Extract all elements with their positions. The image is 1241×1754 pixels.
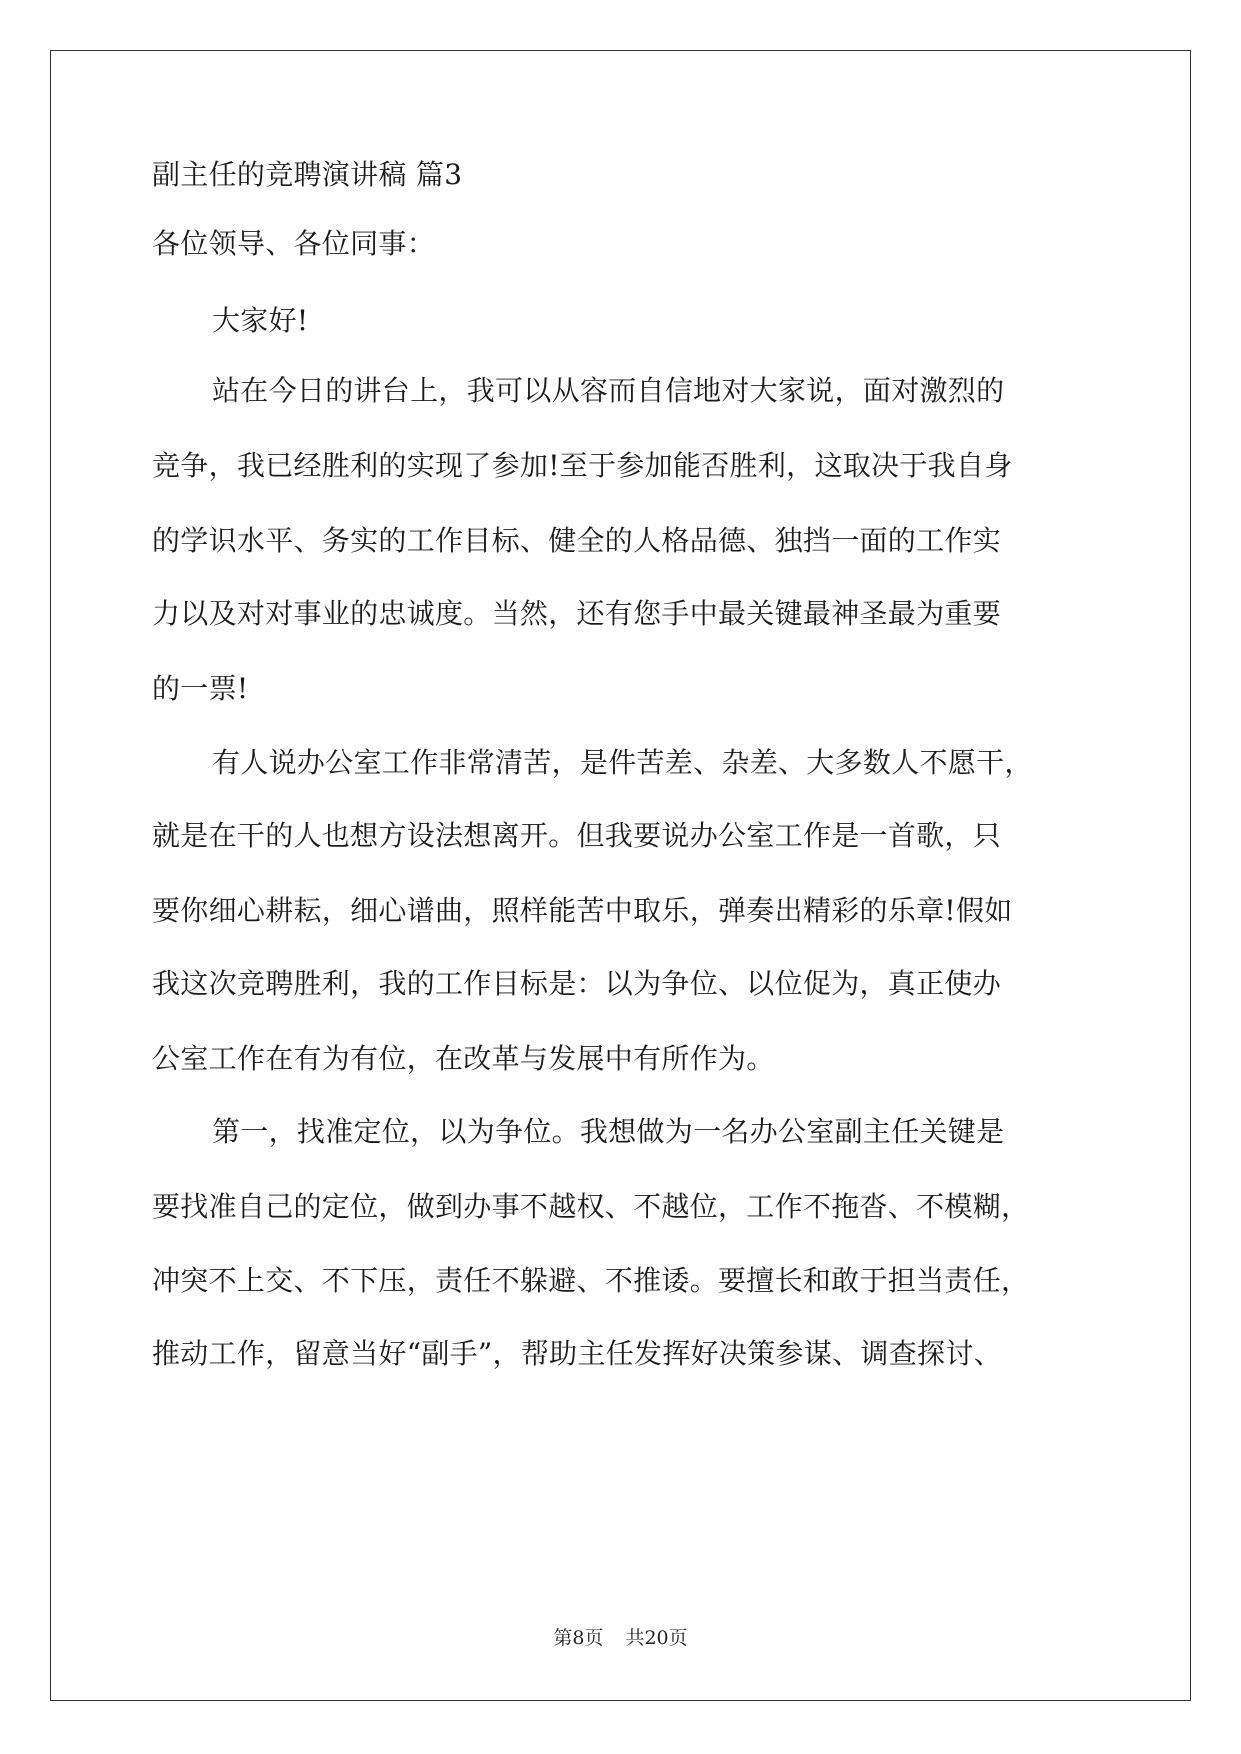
paragraph-line: 竞争，我已经胜利的实现了参加!至于参加能否胜利，这取决于我自身 xyxy=(152,449,1013,482)
paragraph-line: 公室工作在有为有位，在改革与发展中有所作为。 xyxy=(152,1042,775,1075)
paragraph-line: 第一，找准定位，以为争位。我想做为一名办公室副主任关键是 xyxy=(212,1115,1005,1148)
paragraph-line: 我这次竞聘胜利，我的工作目标是：以为争位、以位促为，真正使办 xyxy=(152,967,1002,1000)
paragraph-line: 力以及对对事业的忠诚度。当然，还有您手中最关键最神圣最为重要 xyxy=(152,597,1002,630)
paragraph-line: 站在今日的讲台上，我可以从容而自信地对大家说，面对激烈的 xyxy=(212,374,1005,407)
greeting: 大家好! xyxy=(212,304,309,337)
paragraph-line: 要你细心耕耘，细心谱曲，照样能苦中取乐，弹奏出精彩的乐章!假如 xyxy=(152,894,1013,927)
paragraph-line: 推动工作，留意当好“副手”，帮助主任发挥好决策参谋、调查探讨、 xyxy=(152,1337,1002,1370)
page-number: 第8页 xyxy=(553,1627,604,1649)
paragraph-line: 冲突不上交、不下压，责任不躲避、不推诿。要擅长和敢于担当责任， xyxy=(152,1264,1030,1297)
page-border xyxy=(50,50,1191,1701)
paragraph-line: 的一票! xyxy=(152,672,249,705)
page-footer xyxy=(0,1626,1241,1650)
paragraph-line: 有人说办公室工作非常清苦，是件苦差、杂差、大多数人不愿干， xyxy=(212,746,1033,779)
paragraph-line: 的学识水平、务实的工作目标、健全的人格品德、独挡一面的工作实 xyxy=(152,524,1002,557)
document-title: 副主任的竞聘演讲稿 篇3 xyxy=(152,158,463,191)
salutation: 各位领导、各位同事： xyxy=(152,227,436,260)
page-total: 共20页 xyxy=(625,1627,688,1649)
paragraph-line: 就是在干的人也想方设法想离开。但我要说办公室工作是一首歌，只 xyxy=(152,819,1002,852)
paragraph-line: 要找准自己的定位，做到办事不越权、不越位，工作不拖沓、不模糊， xyxy=(152,1190,1030,1223)
